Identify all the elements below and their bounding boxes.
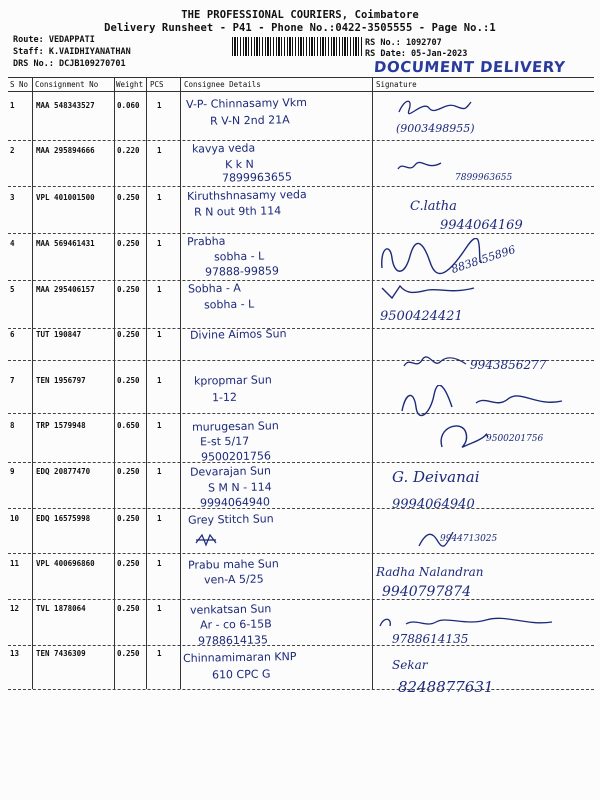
consignee-line: Chinnamimaran KNP: [182, 650, 297, 665]
row-weight: 0.250: [117, 376, 140, 385]
signature-text: 9944713025: [440, 534, 498, 544]
col-divider: [372, 77, 373, 689]
row-pcs: 1: [157, 239, 162, 248]
col-header-pcs: PCS: [150, 80, 164, 89]
row-sno: 7: [10, 376, 15, 385]
row-separator: [8, 140, 594, 141]
row-pcs: 1: [157, 193, 162, 202]
row-sno: 2: [10, 146, 15, 155]
row-weight: 0.250: [117, 604, 140, 613]
row-pcs: 1: [157, 649, 162, 658]
col-header-signature: Signature: [376, 80, 417, 89]
row-separator: [8, 413, 594, 414]
row-consignment: MAA 295406157: [36, 285, 95, 294]
signature-text: Radha Nalandran: [376, 565, 484, 579]
row-weight: 0.250: [117, 193, 140, 202]
signature-text: 9994064940: [392, 497, 475, 512]
signature-scribble: [378, 282, 478, 302]
row-weight: 0.650: [117, 421, 140, 430]
row-sno: 10: [10, 514, 20, 523]
consignee-line: kavya veda: [191, 141, 256, 156]
row-sno: 8: [10, 421, 15, 430]
consignee-line: 9500201756: [200, 449, 272, 464]
col-divider: [146, 77, 147, 689]
row-weight: 0.060: [117, 101, 140, 110]
consignee-line: V-P- Chinnasamy Vkm: [185, 95, 308, 112]
signature-text: 8248877631: [398, 678, 494, 696]
col-divider: [32, 77, 33, 689]
row-pcs: 1: [157, 421, 162, 430]
row-pcs: 1: [157, 467, 162, 476]
row-separator: [8, 599, 594, 600]
table-header-rule: [8, 91, 594, 92]
consignee-line: 610 CPC G: [211, 667, 271, 682]
consignee-line: R V-N 2nd 21A: [209, 113, 290, 128]
consignee-line: E-st 5/17: [199, 434, 250, 449]
signature-text: (9003498955): [396, 122, 475, 135]
row-sno: 9: [10, 467, 15, 476]
consignee-line: sobha - L: [203, 297, 255, 312]
consignee-line: murugesan Sun: [191, 419, 279, 434]
row-separator: [8, 280, 594, 281]
row-separator: [8, 508, 594, 509]
row-sno: 1: [10, 101, 15, 110]
consignee-line: Ar - co 6-15B: [199, 617, 272, 632]
consignee-line: 1-12: [211, 390, 238, 405]
row-separator: [8, 328, 594, 329]
signature-text: 8838-55896: [449, 243, 518, 276]
consignee-line: Kiruthshnasamy veda: [186, 187, 307, 204]
consignee-line: ven-A 5/25: [203, 572, 264, 587]
consignee-line: Grey Stitch Sun: [187, 512, 274, 527]
row-separator: [8, 462, 594, 463]
signature-text: 9500424421: [380, 309, 463, 324]
row-sno: 11: [10, 559, 20, 568]
row-weight: 0.250: [117, 467, 140, 476]
row-weight: 0.250: [117, 239, 140, 248]
signature-scribble: [376, 614, 556, 632]
row-separator: [8, 233, 594, 234]
row-consignment: MAA 569461431: [36, 239, 95, 248]
company-title: THE PROFESSIONAL COURIERS, Coimbatore: [181, 9, 419, 21]
col-header-sno: S No: [10, 80, 29, 89]
row-weight: 0.250: [117, 285, 140, 294]
signature-scribble: [395, 157, 445, 177]
row-weight: 0.250: [117, 514, 140, 523]
consignee-line: R N out 9th 114: [193, 204, 282, 219]
consignee-line: K k N: [224, 157, 254, 172]
consignee-line: Prabha: [186, 234, 226, 249]
signature-text: 9940797874: [382, 584, 472, 600]
signature-text: 7899963655: [455, 173, 513, 183]
consignee-line: sobha - L: [213, 249, 265, 264]
col-divider: [180, 77, 181, 689]
row-pcs: 1: [157, 604, 162, 613]
staff-label: Staff: K.VAIDHIYANATHAN: [13, 47, 131, 57]
row-sno: 3: [10, 193, 15, 202]
rs-date: RS Date: 05-Jan-2023: [365, 49, 468, 59]
row-separator: [8, 186, 594, 187]
row-sno: 4: [10, 239, 15, 248]
row-pcs: 1: [157, 514, 162, 523]
signature-scribble: [432, 417, 492, 457]
row-weight: 0.250: [117, 649, 140, 658]
row-consignment: TUT 190847: [36, 330, 82, 339]
route-label: Route: VEDAPPATI: [13, 35, 95, 45]
signature-text: 9943856277: [470, 358, 547, 372]
row-consignment: TEN 7436309: [36, 649, 86, 658]
signature-scribble: [395, 96, 475, 118]
consignee-line: 97888-99859: [204, 264, 280, 279]
row-sno: 6: [10, 330, 15, 339]
signature-text: 9788614135: [392, 632, 469, 646]
row-weight: 0.250: [117, 330, 140, 339]
row-separator: [8, 689, 594, 690]
table-top-rule: [8, 77, 594, 78]
row-consignment: EDQ 16575998: [36, 514, 91, 523]
consignee-line: Prabu mahe Sun: [187, 557, 279, 572]
row-sno: 13: [10, 649, 20, 658]
row-consignment: MAA 295894666: [36, 146, 95, 155]
row-consignment: TEN 1956797: [36, 376, 86, 385]
row-separator: [8, 645, 594, 646]
signature-text: C.latha: [410, 199, 457, 214]
row-consignment: VPL 400696860: [36, 559, 95, 568]
consignee-line: venkatsan Sun: [189, 602, 272, 617]
runsheet-title: Delivery Runsheet - P41 - Phone No.:0422-3505555 - Page No.:1: [104, 22, 496, 34]
consignee-line: Devarajan Sun: [189, 464, 272, 479]
signature-text: 9500201756: [486, 434, 544, 444]
consignee-line: 9994064940: [199, 495, 271, 510]
row-consignment: TVL 1878064: [36, 604, 86, 613]
row-pcs: 1: [157, 146, 162, 155]
row-consignment: TRP 1579948: [36, 421, 86, 430]
consignee-line: 7899963655: [221, 170, 293, 185]
consignee-line: S M N - 114: [207, 480, 272, 495]
row-consignment: MAA 548343527: [36, 101, 95, 110]
row-separator: [8, 553, 594, 554]
rs-number: RS No.: 1092707: [365, 38, 442, 48]
row-weight: 0.220: [117, 146, 140, 155]
row-pcs: 1: [157, 376, 162, 385]
scribble-mark: [194, 533, 218, 547]
row-weight: 0.250: [117, 559, 140, 568]
signature-scribble: [400, 352, 470, 374]
consignee-line: kpropmar Sun: [193, 373, 272, 388]
row-consignment: EDQ 20877470: [36, 467, 91, 476]
barcode: [232, 37, 362, 56]
row-pcs: 1: [157, 285, 162, 294]
col-header-consignee: Consignee Details: [184, 80, 261, 89]
row-pcs: 1: [157, 330, 162, 339]
consignee-line: Divine Aimos Sun: [189, 327, 287, 342]
consignee-line: Sobha - A: [187, 281, 242, 296]
col-header-consignment: Consignment No: [35, 80, 99, 89]
signature-text: G. Deivanai: [392, 468, 480, 486]
signature-text: 9944064169: [440, 218, 523, 233]
document-delivery-stamp: DOCUMENT DELIVERY: [373, 58, 566, 76]
row-sno: 12: [10, 604, 20, 613]
drs-number: DRS No.: DCJB109270701: [13, 59, 126, 69]
row-pcs: 1: [157, 101, 162, 110]
row-consignment: VPL 401001500: [36, 193, 95, 202]
row-pcs: 1: [157, 559, 162, 568]
col-header-weight: Weight: [116, 80, 144, 89]
row-sno: 5: [10, 285, 15, 294]
consignee-line: 9788614135: [197, 633, 269, 648]
signature-text: Sekar: [392, 658, 428, 672]
col-divider: [114, 77, 115, 689]
